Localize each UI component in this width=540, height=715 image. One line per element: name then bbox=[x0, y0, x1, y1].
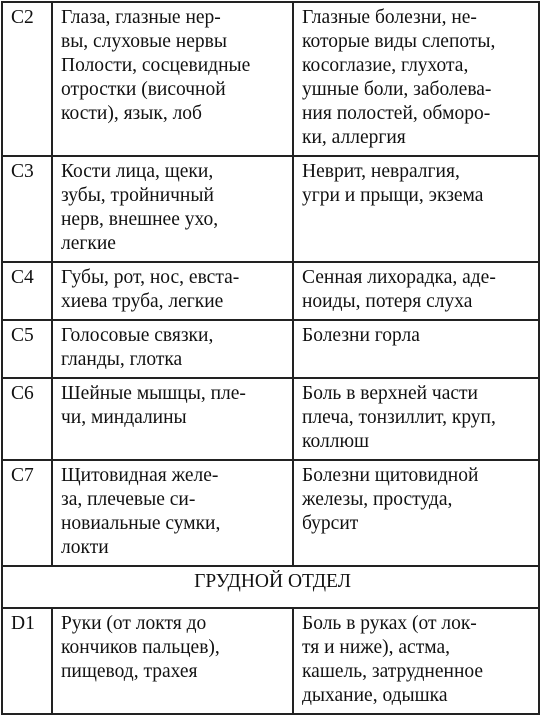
table-row bbox=[2, 156, 539, 262]
diseases-cell: Боль в верхней части плеча, тонзиллит, круп, коллюш bbox=[293, 378, 539, 460]
organs-cell: Руки (от локтя до кончиков пальцев), пищевод, трахея bbox=[52, 608, 293, 714]
segment-cell: C7 bbox=[2, 460, 52, 566]
diseases-cell: Неврит, невралгия, угри и прыщи, экзема bbox=[293, 156, 539, 262]
table-row bbox=[2, 378, 539, 460]
diseases-cell: Боль в руках (от лок- тя и ниже), астма, кашель, затрудненное дыхание, одышка bbox=[293, 608, 539, 714]
segment-cell: C5 bbox=[2, 320, 52, 378]
diseases-cell: Глазные болезни, не- которые виды слепоты, косоглазие, глухота, ушные боли, заболева- ния полостей, обмоpо- ки, аллергия bbox=[293, 2, 539, 156]
spine-correlation-table bbox=[1, 1, 540, 715]
segment-cell: D1 bbox=[2, 608, 52, 714]
segment-cell: C6 bbox=[2, 378, 52, 460]
table-row bbox=[2, 2, 539, 156]
organs-cell: Щитовидная желе- за, плечевые си- новиальные сумки, локти bbox=[52, 460, 293, 566]
organs-cell: Губы, рот, нос, евста- хиева труба, легкие bbox=[52, 262, 293, 320]
organs-cell: Кости лица, щеки, зубы, тройничный нерв, внешнее ухо, легкие bbox=[52, 156, 293, 262]
table-row bbox=[2, 262, 539, 320]
organs-cell: Голосовые связки, гланды, глотка bbox=[52, 320, 293, 378]
segment-cell: C3 bbox=[2, 156, 52, 262]
diseases-cell: Болезни щитовидной железы, простуда, бурсит bbox=[293, 460, 539, 566]
table-row bbox=[2, 608, 539, 714]
diseases-cell: Сенная лихорадка, аде- ноиды, потеря слуха bbox=[293, 262, 539, 320]
organs-cell: Шейные мышцы, пле- чи, миндалины bbox=[52, 378, 293, 460]
table-row bbox=[2, 320, 539, 378]
section-row bbox=[2, 566, 539, 608]
segment-cell: C2 bbox=[2, 2, 52, 156]
organs-cell: Глаза, глазные нер- вы, слуховые нервы Полости, сосцевидные отростки (височной кости), язык, лоб bbox=[52, 2, 293, 156]
section-heading: ГРУДНОЙ ОТДЕЛ bbox=[2, 566, 539, 608]
table-row bbox=[2, 460, 539, 566]
diseases-cell: Болезни горла bbox=[293, 320, 539, 378]
segment-cell: C4 bbox=[2, 262, 52, 320]
